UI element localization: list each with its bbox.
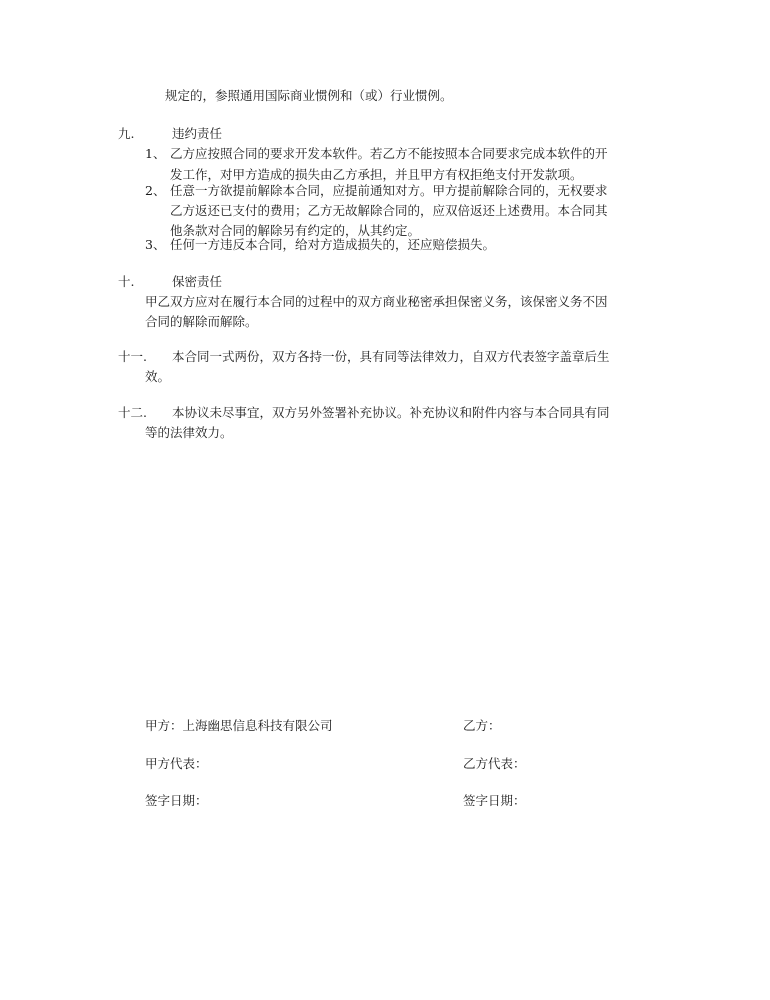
section9-item3-line1: 任何一方违反本合同，给对方造成损失的，还应赔偿损失。 xyxy=(170,237,496,252)
party-a-sign-date: 签字日期： xyxy=(145,793,208,808)
party-b-name: 乙方： xyxy=(463,718,501,733)
party-b-sign-date: 签字日期： xyxy=(463,793,526,808)
section9-item2-line3: 他条款对合同的解除另有约定的，从其约定。 xyxy=(170,223,421,238)
section11-number: 十一. xyxy=(118,349,147,364)
section9-item2-number: 2、 xyxy=(145,183,166,198)
section9-title: 违约责任 xyxy=(172,126,223,141)
section9-number: 九. xyxy=(118,126,135,141)
party-a-representative: 甲方代表： xyxy=(145,756,208,771)
section9-item2-line1: 任意一方欲提前解除本合同，应提前通知对方。甲方提前解除合同的，无权要求 xyxy=(170,183,608,198)
section11-line1: 本合同一式两份，双方各持一份，具有同等法律效力，自双方代表签字盖章后生 xyxy=(172,349,610,364)
section12-number: 十二. xyxy=(118,405,147,420)
section10-line2: 合同的解除而解除。 xyxy=(145,314,258,329)
party-b-representative: 乙方代表： xyxy=(463,756,526,771)
section12-line2: 等的法律效力。 xyxy=(145,425,233,440)
party-a-name: 甲方：上海幽思信息科技有限公司 xyxy=(145,718,333,733)
section9-item1-line1: 乙方应按照合同的要求开发本软件。若乙方不能按照本合同要求完成本软件的开 xyxy=(170,146,608,161)
section11-line2: 效。 xyxy=(145,369,171,384)
section10-title: 保密责任 xyxy=(172,274,223,289)
section9-item1-line2: 发工作，对甲方造成的损失由乙方承担，并且甲方有权拒绝支付开发款项。 xyxy=(170,167,583,182)
section10-number: 十. xyxy=(118,274,135,289)
section12-line1: 本协议未尽事宜，双方另外签署补充协议。补充协议和附件内容与本合同具有同 xyxy=(172,405,610,420)
intro-line: 规定的，参照通用国际商业惯例和（或）行业惯例。 xyxy=(165,88,453,103)
section9-item1-number: 1、 xyxy=(145,146,166,161)
section10-line1: 甲乙双方应对在履行本合同的过程中的双方商业秘密承担保密义务，该保密义务不因 xyxy=(145,294,608,309)
section9-item3-number: 3、 xyxy=(145,237,166,252)
section9-item2-line2: 乙方返还已支付的费用；乙方无故解除合同的，应双倍返还上述费用。本合同其 xyxy=(170,203,608,218)
